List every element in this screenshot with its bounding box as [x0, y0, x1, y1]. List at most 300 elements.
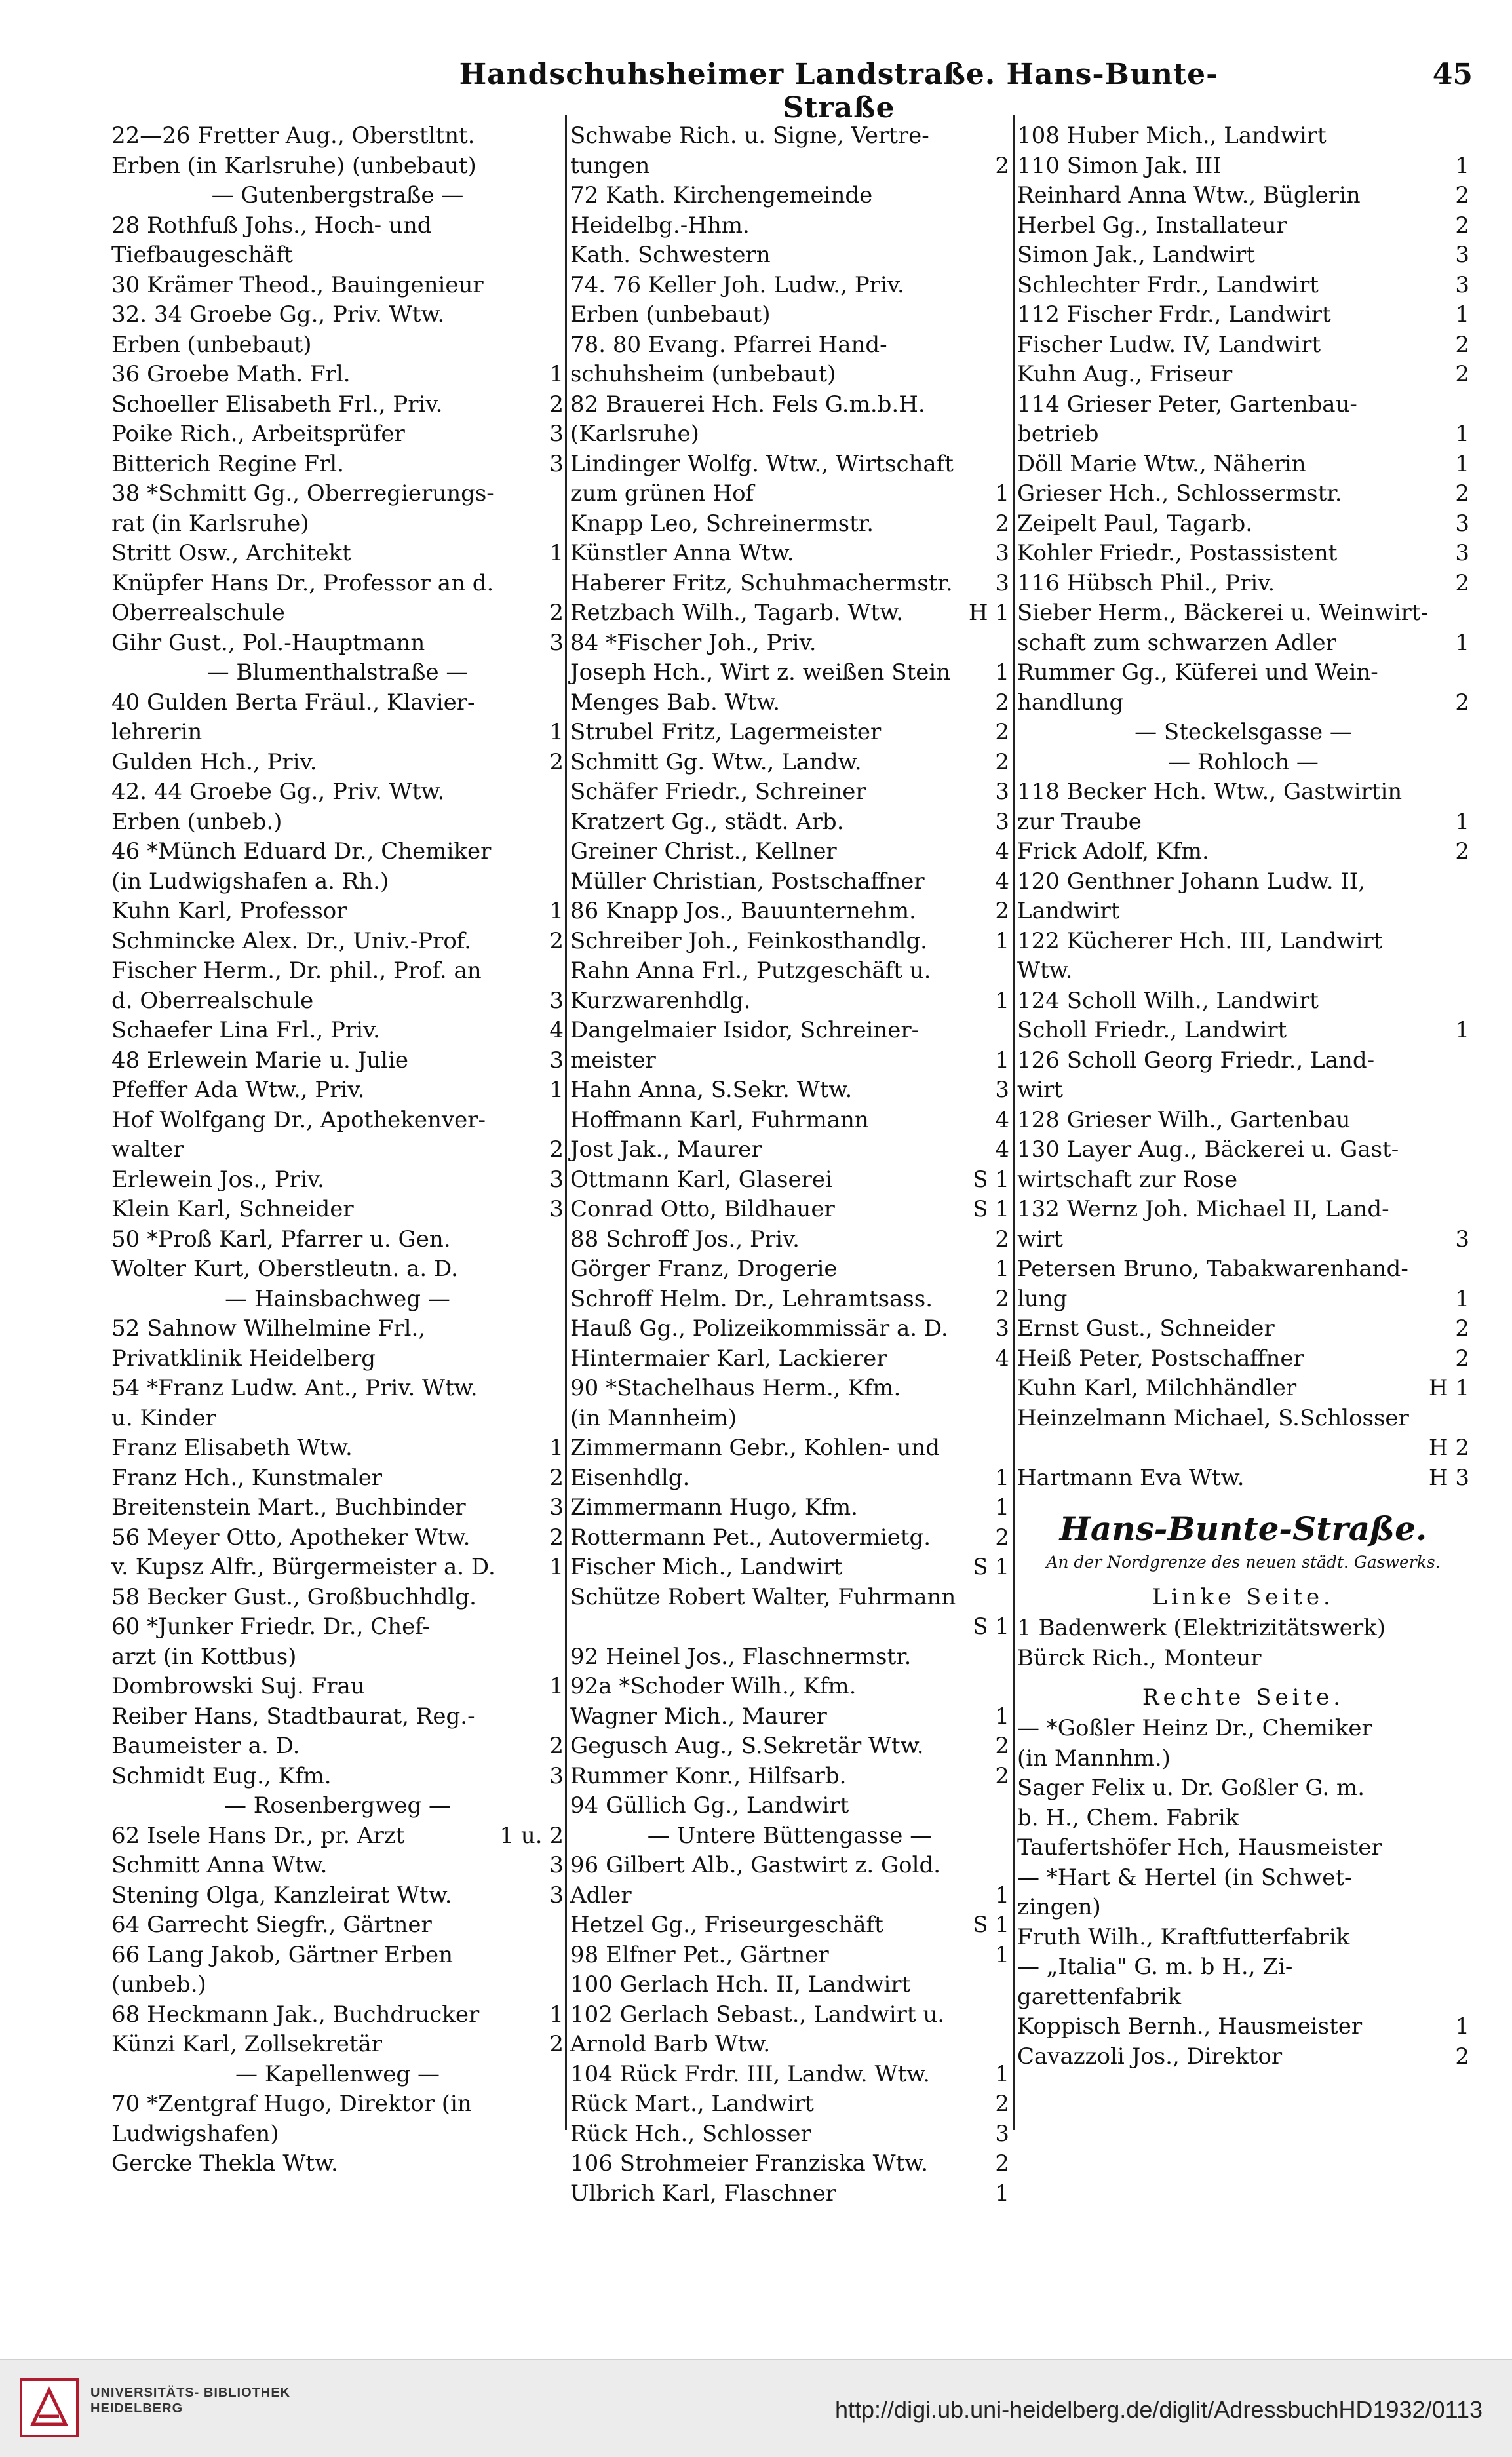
street-heading-text: — Gutenbergstraße — [211, 182, 464, 208]
entry-text: Erben (unbeb.) [111, 808, 282, 835]
entry-text: Zeipelt Paul, Tagarb. [1017, 510, 1253, 537]
address-entry [111, 1732, 564, 1762]
address-entry [111, 1941, 564, 1971]
column-right [1017, 121, 1469, 2127]
entry-text: (in Mannheim) [570, 1404, 737, 1431]
entry-text: 122 Kücherer Hch. III, Landwirt [1017, 927, 1383, 954]
entry-text: Schäfer Friedr., Schreiner [570, 779, 866, 805]
entry-text: — „Italia" G. m. b H., Zi- [1017, 1954, 1293, 1980]
address-entry [570, 1046, 1009, 1076]
column-middle [570, 121, 1009, 2207]
address-entry [570, 598, 1009, 629]
entry-text: 82 Brauerei Hch. Fels G.m.b.H. [570, 391, 925, 417]
address-entry [1017, 1075, 1469, 1106]
address-entry [570, 1851, 1009, 1881]
address-entry [570, 1135, 1009, 1165]
address-entry [570, 718, 1009, 748]
entry-text: 98 Elfner Pet., Gärtner [570, 1941, 829, 1968]
address-entry [570, 121, 1009, 151]
street-heading-text: — Steckelsgasse — [1134, 719, 1352, 745]
address-entry [111, 1642, 564, 1673]
address-entry [1017, 1952, 1469, 1983]
address-entry [1017, 777, 1469, 807]
entry-text: schuhsheim (unbebaut) [570, 361, 836, 387]
floor-number: 2 [549, 1464, 564, 1491]
floor-number: 1 [549, 1554, 564, 1580]
address-entry [570, 1791, 1009, 1821]
entry-text: Kurzwarenhdlg. [570, 987, 751, 1014]
entry-text: Stening Olga, Kanzleirat Wtw. [111, 1882, 452, 1908]
section-note: An der Nordgrenze des neuen städt. Gaswerks. [1046, 1553, 1441, 1572]
address-entry [111, 837, 564, 867]
address-entry [570, 1493, 1009, 1523]
address-entry [111, 688, 564, 718]
floor-number: 3 [549, 1882, 564, 1908]
address-entry [1017, 121, 1469, 151]
address-entry [111, 2119, 564, 2150]
street-heading-text: — Rohloch — [1168, 748, 1319, 775]
address-entry [111, 1612, 564, 1642]
address-entry [570, 1165, 1009, 1195]
entry-text: Rück Mart., Landwirt [570, 2091, 814, 2117]
entry-text: 120 Genthner Johann Ludw. II, [1017, 868, 1365, 895]
left-side-entries [1017, 1614, 1469, 1673]
address-entry [1017, 1285, 1469, 1315]
floor-number: S 1 [973, 1166, 1009, 1193]
address-entry [111, 2030, 564, 2060]
address-entry [111, 539, 564, 569]
address-entry [570, 1553, 1009, 1583]
floor-number: 3 [549, 1762, 564, 1789]
entry-text: 88 Schroff Jos., Priv. [570, 1226, 800, 1252]
entry-text: 50 *Proß Karl, Pfarrer u. Gen. [111, 1226, 451, 1252]
entry-text: Landwirt [1017, 898, 1120, 924]
entry-text: — *Goßler Heinz Dr., Chemiker [1017, 1715, 1372, 1741]
entry-text: wirtschaft zur Rose [1017, 1166, 1238, 1193]
floor-number: S 1 [973, 1196, 1009, 1222]
floor-number: S 1 [973, 1912, 1009, 1938]
floor-number: 1 [995, 659, 1009, 686]
address-entry [570, 986, 1009, 1016]
entry-text: garettenfabrik [1017, 1983, 1182, 2010]
address-entry [570, 509, 1009, 539]
address-entry [570, 569, 1009, 599]
entry-text: Kratzert Gg., städt. Arb. [570, 808, 844, 835]
address-entry [570, 2060, 1009, 2090]
entry-text: Schmincke Alex. Dr., Univ.-Prof. [111, 927, 472, 954]
floor-number: 3 [549, 1494, 564, 1520]
address-entry [1017, 837, 1469, 867]
floor-number: 3 [549, 450, 564, 477]
entry-text: Fischer Mich., Landwirt [570, 1554, 843, 1580]
floor-number: 4 [995, 868, 1009, 895]
entry-text: Wagner Mich., Maurer [570, 1703, 827, 1730]
entry-text: Gihr Gust., Pol.-Hauptmann [111, 629, 425, 656]
entry-text: wirt [1017, 1077, 1063, 1103]
entry-text: wirt [1017, 1226, 1063, 1252]
entry-text: v. Kupsz Alfr., Bürgermeister a. D. [111, 1554, 495, 1580]
floor-number: 1 [549, 2001, 564, 2028]
address-entry [1017, 1344, 1469, 1374]
address-entry [570, 1016, 1009, 1046]
entry-text: Franz Elisabeth Wtw. [111, 1435, 353, 1461]
address-entry [111, 300, 564, 330]
address-entry [111, 121, 564, 151]
street-heading [111, 181, 564, 211]
floor-number: 4 [549, 1017, 564, 1043]
address-entry [111, 1344, 564, 1374]
address-entry [111, 1702, 564, 1732]
entry-text: 64 Garrecht Siegfr., Gärtner [111, 1912, 432, 1938]
address-entry [570, 1106, 1009, 1136]
address-entry [570, 2030, 1009, 2060]
floor-number: 3 [995, 1077, 1009, 1103]
address-entry [570, 1732, 1009, 1762]
entry-text: 22—26 Fretter Aug., Oberstltnt. [111, 123, 475, 149]
floor-number: 1 [995, 2060, 1009, 2087]
entry-text: Adler [570, 1882, 632, 1908]
address-entry [570, 1672, 1009, 1702]
address-entry [111, 1553, 564, 1583]
address-entry [1017, 1106, 1469, 1136]
floor-number: 2 [549, 391, 564, 417]
entry-text: Schreiber Joh., Feinkosthandlg. [570, 927, 927, 954]
address-entry [1017, 807, 1469, 838]
address-entry [111, 151, 564, 182]
entry-text: Hahn Anna, S.Sekr. Wtw. [570, 1077, 853, 1103]
address-entry [111, 1195, 564, 1225]
address-entry [570, 2000, 1009, 2030]
address-entry [111, 569, 564, 599]
entry-text: Petersen Bruno, Tabakwarenhand- [1017, 1256, 1408, 1282]
column-right-entries [1017, 121, 1469, 1493]
address-entry [1017, 927, 1469, 957]
address-entry [1017, 1046, 1469, 1076]
entry-text: 52 Sahnow Wilhelmine Frl., [111, 1315, 426, 1342]
address-entry [111, 807, 564, 838]
address-entry [1017, 658, 1469, 688]
entry-text: Gulden Hch., Priv. [111, 748, 317, 775]
entry-text: Frick Adolf, Kfm. [1017, 838, 1209, 864]
address-entry [111, 956, 564, 986]
address-entry [570, 1254, 1009, 1285]
address-entry [570, 271, 1009, 301]
address-entry [570, 1702, 1009, 1732]
entry-text: b. H., Chem. Fabrik [1017, 1804, 1239, 1831]
entry-text: walter [111, 1136, 184, 1163]
address-entry [111, 271, 564, 301]
entry-text: zingen) [1017, 1894, 1101, 1920]
entry-text: Tiefbaugeschäft [111, 242, 293, 268]
entry-text: Hintermaier Karl, Lackierer [570, 1345, 887, 1372]
address-entry [111, 1910, 564, 1941]
page-number: 45 [1432, 58, 1473, 91]
address-entry [570, 1463, 1009, 1494]
floor-number: H 1 [968, 600, 1009, 626]
address-entry [1017, 509, 1469, 539]
floor-number: 1 [549, 1077, 564, 1103]
column-left [111, 121, 564, 2176]
entry-text: Fruth Wilh., Kraftfutterfabrik [1017, 1924, 1350, 1950]
entry-text: Stritt Osw., Architekt [111, 540, 351, 566]
address-entry [570, 837, 1009, 867]
entry-text: betrieb [1017, 421, 1099, 447]
floor-number: 2 [995, 898, 1009, 924]
address-entry [111, 1970, 564, 2000]
address-entry [1017, 330, 1469, 360]
address-entry [111, 1046, 564, 1076]
floor-number: 2 [549, 1524, 564, 1551]
address-entry [1017, 211, 1469, 241]
address-entry [570, 1285, 1009, 1315]
entry-text: Rahn Anna Frl., Putzgeschäft u. [570, 958, 931, 984]
address-entry [570, 1762, 1009, 1792]
address-entry [1017, 300, 1469, 330]
address-entry [1017, 181, 1469, 211]
floor-number: 4 [995, 1345, 1009, 1372]
address-entry [111, 1016, 564, 1046]
address-entry [570, 241, 1009, 271]
entry-text: Fischer Herm., Dr. phil., Prof. an [111, 958, 482, 984]
address-entry [570, 629, 1009, 659]
entry-text: 130 Layer Aug., Bäckerei u. Gast- [1017, 1136, 1399, 1163]
side-heading-left: Linke Seite. [1152, 1584, 1334, 1610]
entry-text: Sieber Herm., Bäckerei u. Weinwirt- [1017, 600, 1428, 626]
entry-text: 38 *Schmitt Gg., Oberregierungs- [111, 480, 494, 507]
entry-text: Hoffmann Karl, Fuhrmann [570, 1106, 869, 1133]
address-entry [1017, 1833, 1469, 1863]
floor-number: H 1 [1428, 1375, 1469, 1401]
library-logo[interactable] [20, 2378, 295, 2437]
entry-text: Schwabe Rich. u. Signe, Vertre- [570, 123, 929, 149]
address-entry [111, 509, 564, 539]
entry-text: 46 *Münch Eduard Dr., Chemiker [111, 838, 492, 864]
entry-text: Kath. Schwestern [570, 242, 771, 268]
address-entry [570, 1404, 1009, 1434]
page-title: Handschuhsheimer Landstraße. Hans-Bunte-Straße [459, 58, 1219, 125]
street-heading [111, 658, 564, 688]
address-entry [111, 1075, 564, 1106]
entry-text: 106 Strohmeier Franziska Wtw. [570, 2150, 929, 2176]
right-side-entries [1017, 1714, 1469, 2072]
address-entry [570, 748, 1009, 778]
street-heading-text: — Blumenthalstraße — [206, 659, 469, 686]
street-heading [111, 1285, 564, 1315]
address-entry [111, 1433, 564, 1463]
address-entry [1017, 1983, 1469, 2013]
floor-number: 1 [995, 1494, 1009, 1520]
address-entry [111, 241, 564, 271]
entry-text: Reiber Hans, Stadtbaurat, Reg.- [111, 1703, 475, 1730]
entry-text: Hartmann Eva Wtw. [1017, 1464, 1245, 1491]
address-entry [111, 1254, 564, 1285]
entry-text: 114 Grieser Peter, Gartenbau- [1017, 391, 1357, 417]
address-entry [111, 986, 564, 1016]
address-entry [570, 479, 1009, 509]
street-heading-text: — Kapellenweg — [235, 2060, 440, 2087]
address-entry [570, 181, 1009, 211]
street-heading [1017, 748, 1469, 778]
floor-number: 3 [549, 987, 564, 1014]
entry-text: Müller Christian, Postschaffner [570, 868, 925, 895]
entry-text: Künstler Anna Wtw. [570, 540, 794, 566]
address-entry [570, 1881, 1009, 1911]
floor-number: 1 [1455, 450, 1469, 477]
floor-number: 2 [995, 748, 1009, 775]
floor-number: 2 [995, 1524, 1009, 1551]
floor-number: 2 [995, 719, 1009, 745]
entry-text: 118 Becker Hch. Wtw., Gastwirtin [1017, 779, 1403, 805]
floor-number: 3 [549, 421, 564, 447]
entry-text: Heidelbg.-Hhm. [570, 212, 750, 239]
address-entry [570, 1195, 1009, 1225]
address-entry [111, 867, 564, 897]
floor-number: 1 u. 2 [499, 1822, 564, 1849]
address-entry [570, 1523, 1009, 1553]
address-entry [570, 300, 1009, 330]
entry-text: Breitenstein Mart., Buchbinder [111, 1494, 466, 1520]
floor-number: 2 [1455, 331, 1469, 358]
entry-text: Ernst Gust., Schneider [1017, 1315, 1275, 1342]
entry-text: schaft zum schwarzen Adler [1017, 629, 1336, 656]
entry-text: Ottmann Karl, Glaserei [570, 1166, 832, 1193]
address-entry [570, 1344, 1009, 1374]
address-entry [1017, 629, 1469, 659]
entry-text: 60 *Junker Friedr. Dr., Chef- [111, 1614, 431, 1640]
address-entry [1017, 360, 1469, 390]
address-entry [570, 927, 1009, 957]
address-entry [1017, 1254, 1469, 1285]
address-entry [111, 1881, 564, 1911]
entry-text: Schlechter Frdr., Landwirt [1017, 271, 1319, 298]
address-entry [111, 1106, 564, 1136]
address-entry [1017, 569, 1469, 599]
floor-number: 2 [1455, 182, 1469, 208]
address-entry [570, 1225, 1009, 1255]
address-entry [570, 1612, 1009, 1642]
floor-number: 1 [1455, 421, 1469, 447]
floor-number: 1 [995, 2180, 1009, 2207]
floor-number: H 2 [1428, 1435, 1469, 1461]
address-entry [570, 1941, 1009, 1971]
floor-number: 2 [549, 748, 564, 775]
address-entry [111, 748, 564, 778]
entry-text: 48 Erlewein Marie u. Julie [111, 1047, 408, 1074]
entry-text: Baumeister a. D. [111, 1733, 300, 1759]
floor-number: 1 [995, 1047, 1009, 1074]
address-entry [570, 1374, 1009, 1404]
floor-number: 2 [995, 1226, 1009, 1252]
address-entry [1017, 1644, 1469, 1674]
address-entry [570, 2089, 1009, 2119]
floor-number: 3 [1455, 242, 1469, 268]
entry-text: 70 *Zentgraf Hugo, Direktor (in [111, 2091, 472, 2117]
floor-number: 1 [549, 1673, 564, 1699]
address-entry [1017, 867, 1469, 897]
entry-text: 62 Isele Hans Dr., pr. Arzt [111, 1822, 405, 1849]
entry-text: 104 Rück Frdr. III, Landw. Wtw. [570, 2060, 930, 2087]
address-entry [570, 450, 1009, 480]
street-heading-text: — Rosenbergweg — [223, 1792, 452, 1819]
entry-text: 116 Hübsch Phil., Priv. [1017, 570, 1275, 596]
column-divider [565, 115, 567, 2130]
entry-text: Hof Wolfgang Dr., Apothekenver- [111, 1106, 486, 1133]
address-entry [1017, 1374, 1469, 1404]
floor-number: 2 [995, 689, 1009, 716]
entry-text: 126 Scholl Georg Friedr., Land- [1017, 1047, 1375, 1074]
entry-text: rat (in Karlsruhe) [111, 510, 309, 537]
floor-number: 1 [1455, 2013, 1469, 2040]
street-heading [1017, 718, 1469, 748]
address-entry [1017, 2042, 1469, 2072]
address-entry [111, 598, 564, 629]
address-entry [1017, 1433, 1469, 1463]
floor-number: 3 [995, 570, 1009, 596]
floor-number: 3 [995, 1315, 1009, 1342]
entry-text: Kohler Friedr., Postassistent [1017, 540, 1338, 566]
entry-text: Klein Karl, Schneider [111, 1196, 354, 1222]
address-entry [111, 1374, 564, 1404]
entry-text: Schaefer Lina Frl., Priv. [111, 1017, 380, 1043]
floor-number: H 3 [1428, 1464, 1469, 1491]
entry-text: Erben (unbebaut) [570, 301, 771, 328]
entry-text: 110 Simon Jak. III [1017, 152, 1222, 179]
source-url-link[interactable]: http://digi.ub.uni-heidelberg.de/diglit/AdressbuchHD1932/0113 [835, 2396, 1483, 2423]
floor-number: 1 [1455, 1017, 1469, 1043]
floor-number: 4 [995, 1136, 1009, 1163]
entry-text: arzt (in Kottbus) [111, 1643, 297, 1670]
address-entry [570, 688, 1009, 718]
entry-text: Oberrealschule [111, 600, 285, 626]
entry-text: (Karlsruhe) [570, 421, 699, 447]
address-entry [111, 1314, 564, 1344]
floor-number: 1 [1455, 808, 1469, 835]
entry-text: Haberer Fritz, Schuhmachermstr. [570, 570, 953, 596]
entry-text: Kuhn Karl, Professor [111, 898, 347, 924]
address-entry [1017, 1135, 1469, 1165]
entry-text: 124 Scholl Wilh., Landwirt [1017, 987, 1319, 1014]
address-entry [111, 1762, 564, 1792]
entry-text: Zimmermann Hugo, Kfm. [570, 1494, 858, 1520]
address-entry [1017, 2012, 1469, 2042]
floor-number: S 1 [973, 1614, 1009, 1640]
address-entry [570, 1314, 1009, 1344]
entry-text: d. Oberrealschule [111, 987, 314, 1014]
address-entry [570, 2149, 1009, 2179]
entry-text: Herbel Gg., Installateur [1017, 212, 1287, 239]
entry-text: 132 Wernz Joh. Michael II, Land- [1017, 1196, 1389, 1222]
entry-text: 92 Heinel Jos., Flaschnermstr. [570, 1643, 912, 1670]
floor-number: 2 [549, 2031, 564, 2057]
address-entry [1017, 1165, 1469, 1195]
address-entry [1017, 1714, 1469, 1744]
entry-text: Schoeller Elisabeth Frl., Priv. [111, 391, 443, 417]
floor-number: 2 [1455, 480, 1469, 507]
entry-text: Knüpfer Hans Dr., Professor an d. [111, 570, 494, 596]
entry-text: Ulbrich Karl, Flaschner [570, 2180, 836, 2207]
address-entry [1017, 1804, 1469, 1834]
address-entry [1017, 1463, 1469, 1494]
entry-text: 30 Krämer Theod., Bauingenieur [111, 271, 484, 298]
floor-number: 1 [549, 540, 564, 566]
floor-number: 1 [995, 927, 1009, 954]
side-heading-right: Rechte Seite. [1142, 1684, 1345, 1711]
address-entry [1017, 1314, 1469, 1344]
address-entry [111, 1493, 564, 1523]
floor-number: 1 [549, 1435, 564, 1461]
entry-text: Wtw. [1017, 958, 1073, 984]
address-entry [1017, 419, 1469, 450]
